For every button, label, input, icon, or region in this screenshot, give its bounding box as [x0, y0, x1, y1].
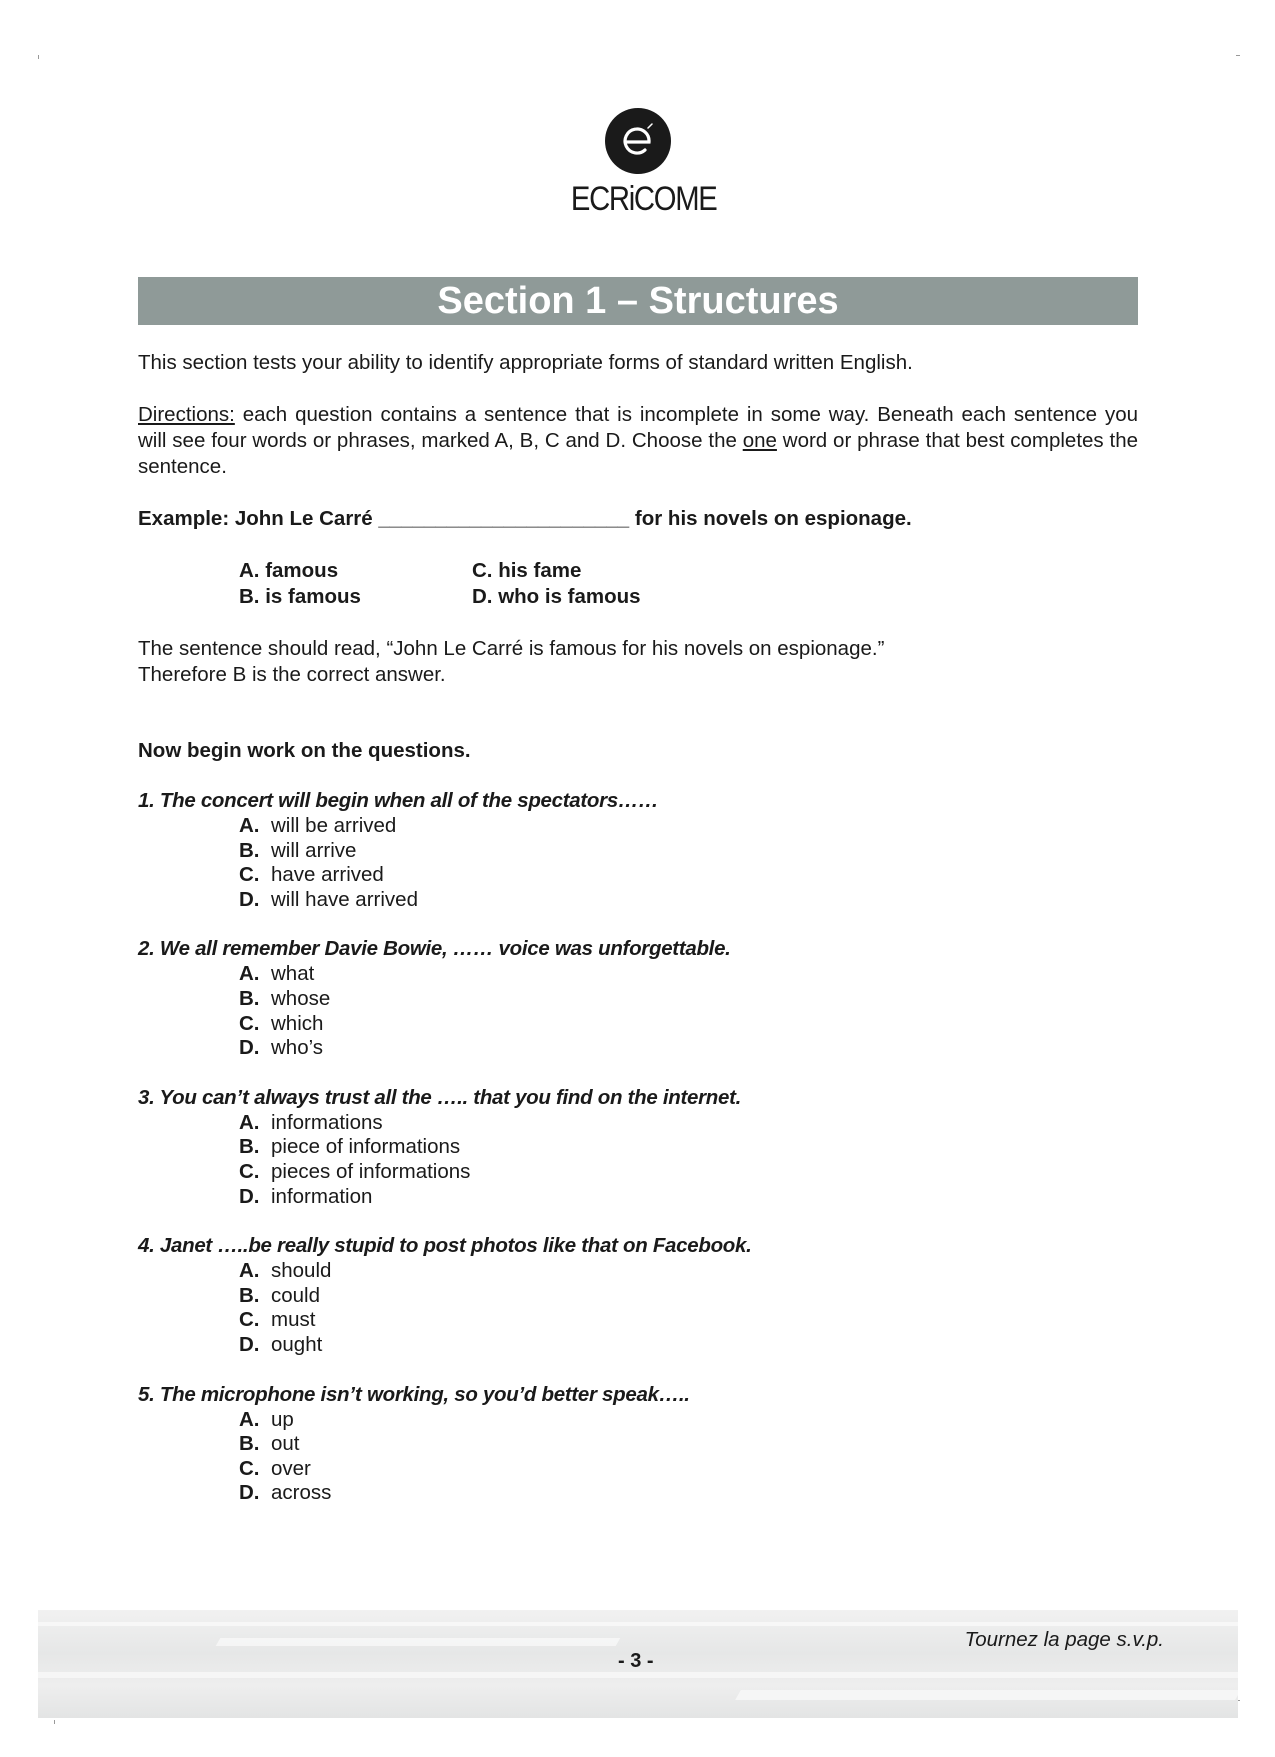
- question-text: 2. We all remember Davie Bowie, …… voice was unforgettable.: [138, 937, 731, 961]
- answer-option: [239, 1284, 1138, 1309]
- answer-option: [239, 987, 1138, 1012]
- option-text: will be arrived: [271, 814, 397, 837]
- example-option-b: B. is famous: [239, 585, 361, 608]
- answer-option: [239, 1185, 1138, 1210]
- logo-text: ECRiCOME: [570, 180, 717, 218]
- directions-label: Directions:: [138, 403, 235, 426]
- question-1: [138, 788, 1138, 912]
- option-text: will have arrived: [271, 887, 418, 911]
- option-letter: B.: [239, 1432, 260, 1456]
- option-text: over: [271, 1456, 311, 1480]
- answer-option: [239, 1333, 1138, 1358]
- option-text: what: [271, 962, 315, 986]
- question-3: [138, 1085, 1138, 1209]
- option-text: must: [271, 1308, 316, 1332]
- question-2: [138, 936, 1138, 1060]
- answer-option: [239, 1160, 1138, 1185]
- option-letter: D.: [239, 887, 260, 911]
- option-letter: B.: [239, 838, 260, 862]
- option-letter: A.: [239, 962, 260, 986]
- directions-paragraph: [138, 402, 1138, 480]
- option-letter: C.: [239, 1308, 260, 1332]
- explanation-line-1: The sentence should read, “John Le Carré is famous for his novels on espionage.”: [138, 637, 885, 660]
- option-letter: C.: [239, 1456, 260, 1480]
- option-text: who’s: [271, 1036, 324, 1060]
- section-intro: This section tests your ability to identify appropriate forms of standard written English.: [138, 351, 913, 374]
- example-options: [239, 558, 1138, 610]
- option-letter: A.: [239, 1110, 260, 1134]
- option-letter: B.: [239, 1135, 260, 1159]
- option-letter: A.: [239, 1407, 260, 1431]
- ecricome-logo: [560, 108, 715, 219]
- option-letter: A.: [239, 814, 260, 837]
- question-5: [138, 1382, 1138, 1506]
- answer-option: [239, 1111, 1138, 1136]
- directions-emphasis: one: [742, 429, 777, 452]
- directions-text-after: word or phrase that best completes the sentence.: [138, 429, 1138, 478]
- option-letter: B.: [239, 1283, 260, 1307]
- example-sentence: Example: John Le Carré ______________________ for his novels on espionage.: [138, 507, 912, 530]
- option-text: have arrived: [271, 863, 384, 887]
- answer-option: [239, 1259, 1138, 1284]
- option-letter: D.: [239, 1332, 260, 1356]
- answer-option: [239, 962, 1138, 987]
- option-text: will arrive: [271, 838, 357, 862]
- page-number: - 3 -: [618, 1650, 654, 1672]
- crop-mark-top-left: [38, 55, 39, 59]
- answer-option: [239, 1308, 1138, 1333]
- answer-option: [239, 863, 1138, 888]
- crop-mark-top-right: [1236, 55, 1240, 56]
- question-text: 5. The microphone isn’t working, so you’d better speak…..: [138, 1382, 690, 1406]
- option-text: pieces of informations: [271, 1159, 471, 1183]
- question-4: [138, 1233, 1138, 1357]
- option-letter: B.: [239, 986, 260, 1010]
- option-text: whose: [271, 986, 331, 1010]
- question-text: 3. You can’t always trust all the ….. that you find on the internet.: [138, 1085, 742, 1109]
- option-text: should: [271, 1259, 332, 1283]
- page-footer: [38, 1610, 1238, 1718]
- option-text: information: [271, 1184, 373, 1208]
- example-option-c: C. his fame: [472, 559, 582, 582]
- option-letter: C.: [239, 1011, 260, 1035]
- crop-mark-bottom-left: [54, 1720, 55, 1724]
- question-text: 1. The concert will begin when all of the spectators……: [138, 789, 659, 812]
- example-option-a: A. famous: [239, 559, 339, 582]
- option-text: could: [271, 1283, 321, 1307]
- answer-option: [239, 839, 1138, 864]
- option-letter: A.: [239, 1259, 260, 1283]
- option-text: across: [271, 1481, 332, 1505]
- begin-instruction: Now begin work on the questions.: [138, 739, 471, 762]
- footer-streak: [216, 1638, 621, 1646]
- answer-option: [239, 1135, 1138, 1160]
- example-option-d: D. who is famous: [472, 585, 641, 608]
- example-explanation: [138, 636, 1138, 688]
- answer-option: [239, 1408, 1138, 1433]
- answer-option: [239, 1036, 1138, 1061]
- section-title-banner: Section 1 – Structures: [138, 277, 1138, 325]
- footer-streak: [735, 1690, 1238, 1700]
- explanation-line-2: Therefore B is the correct answer.: [138, 663, 446, 686]
- question-list: [138, 788, 1138, 1506]
- answer-option: [239, 888, 1138, 913]
- answer-option: [239, 1457, 1138, 1482]
- logo-mark-icon: [605, 108, 671, 174]
- option-text: out: [271, 1432, 300, 1456]
- answer-option: [239, 814, 1138, 839]
- answer-option: [239, 1012, 1138, 1037]
- footer-streak: [38, 1622, 1238, 1626]
- option-letter: D.: [239, 1036, 260, 1060]
- option-text: informations: [271, 1110, 383, 1134]
- question-text: 4. Janet …..be really stupid to post photos like that on Facebook.: [138, 1234, 752, 1258]
- answer-option: [239, 1481, 1138, 1506]
- option-text: ought: [271, 1332, 323, 1356]
- option-text: up: [271, 1407, 294, 1431]
- turn-page-note: Tournez la page s.v.p.: [964, 1628, 1164, 1651]
- option-letter: D.: [239, 1184, 260, 1208]
- section-content: [138, 350, 1138, 1530]
- option-text: piece of informations: [271, 1135, 461, 1159]
- answer-option: [239, 1432, 1138, 1457]
- option-text: which: [271, 1011, 324, 1035]
- option-letter: C.: [239, 1159, 260, 1183]
- option-letter: D.: [239, 1481, 260, 1505]
- directions-text-before: each question contains a sentence that is incomplete in some way. Beneath each sentence you will see four words or phrases, marked A, B, C and D. Choose the: [138, 403, 1138, 452]
- option-letter: C.: [239, 863, 260, 887]
